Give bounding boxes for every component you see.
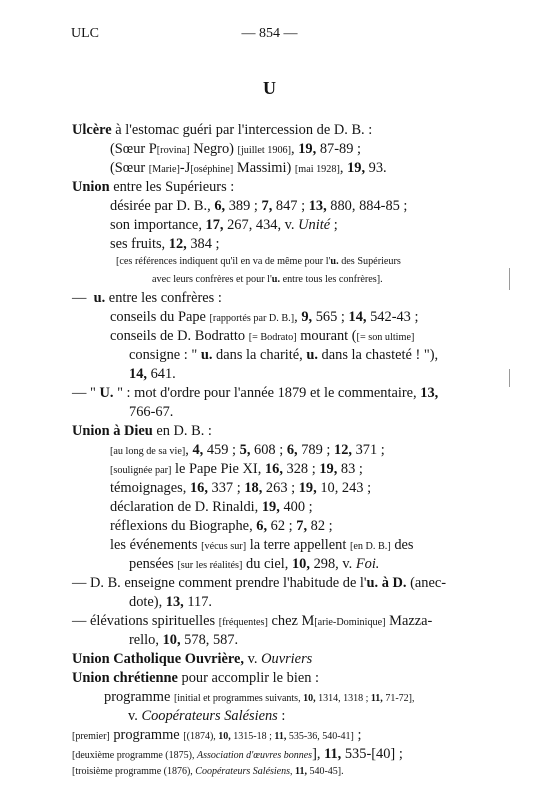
editorial-note: [arie-Dominique]: [314, 617, 386, 628]
cross-reference: Coopérateurs Salésiens: [195, 766, 291, 777]
running-head-title: ULC: [71, 26, 99, 41]
cross-reference: Association d'œuvres bonnes: [196, 750, 313, 761]
volume-number: 10,: [218, 731, 231, 742]
text: 384 ;: [186, 236, 220, 252]
volume-number: 12,: [334, 442, 353, 458]
text: 789 ;: [297, 442, 335, 458]
text: 263 ;: [262, 480, 299, 496]
entry-line: [129, 403, 173, 421]
editorial-note: [oséphine]: [190, 164, 234, 175]
text: son importance,: [110, 217, 206, 233]
subheadword: u.: [93, 290, 106, 306]
text: entre tous les confrères].: [280, 274, 383, 285]
text: ,: [290, 766, 296, 777]
running-header: [0, 26, 539, 46]
text: 371 ;: [352, 442, 385, 458]
editorial-note: [Marie]: [148, 164, 180, 175]
text: -J: [179, 160, 191, 176]
abbrev: u.: [306, 347, 318, 363]
volume-number: 14,: [348, 309, 367, 325]
entry-line: [110, 235, 220, 253]
entry-line: [72, 289, 222, 307]
text: ,: [294, 309, 302, 325]
text: avec leurs confrères et pour l': [152, 274, 272, 285]
text: 880, 884-85 ;: [326, 198, 408, 214]
text: consigne : ": [129, 347, 201, 363]
editorial-note: [au long de sa vie]: [110, 446, 186, 457]
entry-line: [110, 140, 361, 160]
editorial-note: [fréquentes]: [218, 617, 268, 628]
headword: Union Catholique Ouvrière,: [72, 651, 245, 667]
entry-text: en D. B. :: [152, 423, 212, 439]
entry-line: [110, 308, 418, 328]
text: ses fruits,: [110, 236, 169, 252]
entry-line: [110, 479, 371, 497]
volume-number: 4,: [192, 442, 204, 458]
text: ],: [312, 746, 325, 762]
text: 641.: [147, 366, 176, 382]
headword: Union chrétienne: [72, 670, 178, 686]
text: dans la charité,: [212, 347, 307, 363]
text: des: [390, 537, 414, 553]
text: ;: [330, 217, 338, 233]
volume-number: 10,: [303, 693, 316, 704]
text: 847 ;: [272, 198, 309, 214]
editorial-note: 1315-18 ;: [230, 731, 275, 742]
editorial-note: [rovina]: [156, 145, 190, 156]
text: " : mot d'ordre pour l'année 1879 et le commentaire,: [113, 385, 421, 401]
abbrev: u.: [271, 274, 281, 285]
text: 389 ;: [225, 198, 262, 214]
editorial-note: [soulignée par]: [110, 465, 172, 476]
text: 337 ;: [207, 480, 245, 496]
volume-number: 5,: [239, 442, 251, 458]
entry-line: [110, 536, 414, 556]
entry-line: [110, 460, 363, 480]
text: 62 ;: [267, 518, 297, 534]
text: conseils de D. Bodratto: [110, 328, 249, 344]
cross-reference: Unité: [298, 217, 331, 233]
entry-line: [129, 631, 238, 649]
volume-number: 16,: [264, 461, 283, 477]
text: déclaration de D. Rinaldi,: [110, 499, 262, 515]
editorial-note-line: [152, 271, 383, 289]
text: 10, 243 ;: [316, 480, 372, 496]
text: rello,: [129, 632, 163, 648]
entry-line: [72, 745, 403, 765]
text: la terre appellent: [246, 537, 350, 553]
text: D. B. enseigne comment prendre l'habitude de l': [86, 575, 367, 591]
text: dans la chasteté ! "),: [317, 347, 439, 363]
entry-line: [110, 498, 313, 516]
volume-number: 18,: [244, 480, 263, 496]
cross-reference: Coopérateurs Salésiens: [141, 708, 278, 724]
text: (Sœur: [110, 160, 149, 176]
text: ;: [353, 727, 362, 743]
text: des Supérieurs: [338, 256, 401, 267]
entry-line: [129, 365, 176, 383]
text: pensées: [129, 556, 178, 572]
cross-reference: Ouvriers: [261, 651, 313, 667]
text: ,: [339, 160, 348, 176]
text: ": [86, 385, 100, 401]
editorial-note: [initial et programmes suivants,: [173, 693, 304, 704]
text: ,: [185, 442, 193, 458]
volume-number: 13,: [165, 594, 184, 610]
text: Mazza-: [385, 613, 433, 629]
text: réflexions du Biographe,: [110, 518, 257, 534]
entry-text: pour accomplir le bien :: [177, 670, 319, 686]
entry-line: [110, 327, 414, 347]
text: Negro): [189, 141, 238, 157]
volume-number: 19,: [298, 141, 317, 157]
headword: Ulcère: [72, 122, 112, 138]
page-number: — 854 —: [241, 26, 298, 41]
entry-line: [110, 441, 385, 461]
editorial-note: [premier]: [72, 731, 110, 742]
volume-number: 14,: [129, 366, 147, 382]
dash: —: [72, 290, 87, 306]
volume-number: 11,: [274, 731, 287, 742]
text: programme: [109, 727, 184, 743]
text: chez M: [267, 613, 315, 629]
editorial-note: [sur les réalités]: [177, 560, 243, 571]
dash: —: [72, 575, 87, 591]
text: conseils du Pape: [110, 309, 210, 325]
entry-line: [72, 763, 344, 781]
entry-text: à l'estomac guéri par l'intercession de D. B. :: [111, 122, 373, 138]
text: Massimi): [233, 160, 295, 176]
editorial-note: 1314, 1318 ;: [315, 693, 371, 704]
entry-line: [129, 555, 379, 575]
editorial-note-line: [116, 253, 401, 271]
text: [ces références indiquent qu'il en va de même pour l': [116, 256, 331, 267]
entry-text: entre les Supérieurs :: [109, 179, 235, 195]
volume-number: 12,: [168, 236, 187, 252]
text: mourant (: [296, 328, 357, 344]
text: 83 ;: [337, 461, 363, 477]
volume-number: 10,: [291, 556, 310, 572]
editorial-note: [= Bodrato]: [248, 332, 297, 343]
text: :: [277, 708, 286, 724]
subheadword: U.: [99, 385, 114, 401]
text: 298, v.: [309, 556, 356, 572]
text: les événements: [110, 537, 202, 553]
editorial-note: [en D. B.]: [349, 541, 391, 552]
volume-number: 10,: [162, 632, 181, 648]
entry-line: [129, 593, 212, 611]
dash: —: [72, 385, 87, 401]
entry-union-catholique-ouvriere: [72, 650, 312, 668]
text: programme: [104, 689, 174, 705]
editorial-note: 535-36, 540-41]: [286, 731, 354, 742]
entry-line: [72, 574, 446, 592]
text: 608 ;: [250, 442, 287, 458]
entry-union-chretienne: [72, 669, 319, 687]
entry-line: [128, 707, 285, 725]
entry-line: [110, 216, 338, 234]
entry-text: v.: [244, 651, 262, 667]
volume-number: 11,: [370, 693, 383, 704]
editorial-note: [deuxième programme (1875),: [72, 750, 197, 761]
entry-union: [72, 178, 234, 196]
text: 87-89 ;: [316, 141, 362, 157]
margin-rule: [509, 369, 510, 387]
text: 400 ;: [279, 499, 313, 515]
text: 328 ;: [282, 461, 320, 477]
volume-number: 9,: [301, 309, 313, 325]
entry-ulcere: [72, 121, 372, 139]
volume-number: 19,: [261, 499, 280, 515]
entry-line: [72, 384, 438, 402]
abbrev: u.: [330, 256, 339, 267]
headword: Union à Dieu: [72, 423, 153, 439]
volume-number: 11,: [295, 766, 307, 777]
editorial-note: [= son ultime]: [356, 332, 415, 343]
text: 578, 587.: [180, 632, 239, 648]
volume-number: 19,: [298, 480, 317, 496]
volume-number: 13,: [420, 385, 439, 401]
text: 93.: [365, 160, 387, 176]
volume-number: 16,: [189, 480, 208, 496]
text: témoignages,: [110, 480, 190, 496]
text: entre les confrères :: [105, 290, 222, 306]
text: 117.: [183, 594, 213, 610]
entry-line: [72, 726, 361, 746]
dash: —: [72, 613, 87, 629]
entry-line: [110, 197, 407, 215]
editorial-note: [juillet 1906]: [237, 145, 292, 156]
editorial-note: [vécus sur]: [201, 541, 247, 552]
text: 540-45].: [306, 766, 344, 777]
abbrev: u. à D.: [366, 575, 407, 591]
text: v.: [128, 708, 142, 724]
volume-number: 7,: [296, 518, 308, 534]
abbrev: u.: [200, 347, 213, 363]
text: ,: [291, 141, 299, 157]
text: le Pape Pie XI,: [171, 461, 265, 477]
volume-number: 19,: [319, 461, 338, 477]
text: 535-[40] ;: [341, 746, 403, 762]
section-letter: U: [263, 78, 276, 98]
volume-number: 17,: [205, 217, 224, 233]
text: 82 ;: [307, 518, 333, 534]
text: 766-67.: [129, 404, 174, 420]
text: 267, 434, v.: [223, 217, 299, 233]
entry-line: [110, 517, 333, 535]
volume-number: 13,: [308, 198, 327, 214]
text: 565 ;: [312, 309, 349, 325]
editorial-note: [troisième programme (1876),: [72, 766, 196, 777]
editorial-note: 71-72],: [382, 693, 415, 704]
volume-number: 19,: [347, 160, 366, 176]
text: dote),: [129, 594, 166, 610]
text: 542-43 ;: [366, 309, 419, 325]
editorial-note: [(1874),: [183, 731, 219, 742]
entry-line: [104, 688, 414, 708]
text: (anec-: [406, 575, 447, 591]
volume-number: 6,: [256, 518, 268, 534]
editorial-note: [rapportés par D. B.]: [209, 313, 295, 324]
headword: Union: [72, 179, 110, 195]
text: 459 ;: [203, 442, 240, 458]
editorial-note: [mai 1928]: [294, 164, 340, 175]
cross-reference: Foi.: [355, 556, 380, 572]
volume-number: 6,: [214, 198, 226, 214]
entry-line: [110, 159, 387, 179]
volume-number: 6,: [286, 442, 298, 458]
text: du ciel,: [242, 556, 292, 572]
entry-line: [129, 346, 438, 364]
entry-union-a-dieu: [72, 422, 212, 440]
entry-line: [72, 612, 432, 632]
text: élévations spirituelles: [86, 613, 219, 629]
margin-rule: [509, 268, 510, 290]
text: (Sœur P: [110, 141, 157, 157]
text: désirée par D. B.,: [110, 198, 215, 214]
volume-number: 11,: [324, 746, 342, 762]
volume-number: 7,: [261, 198, 273, 214]
